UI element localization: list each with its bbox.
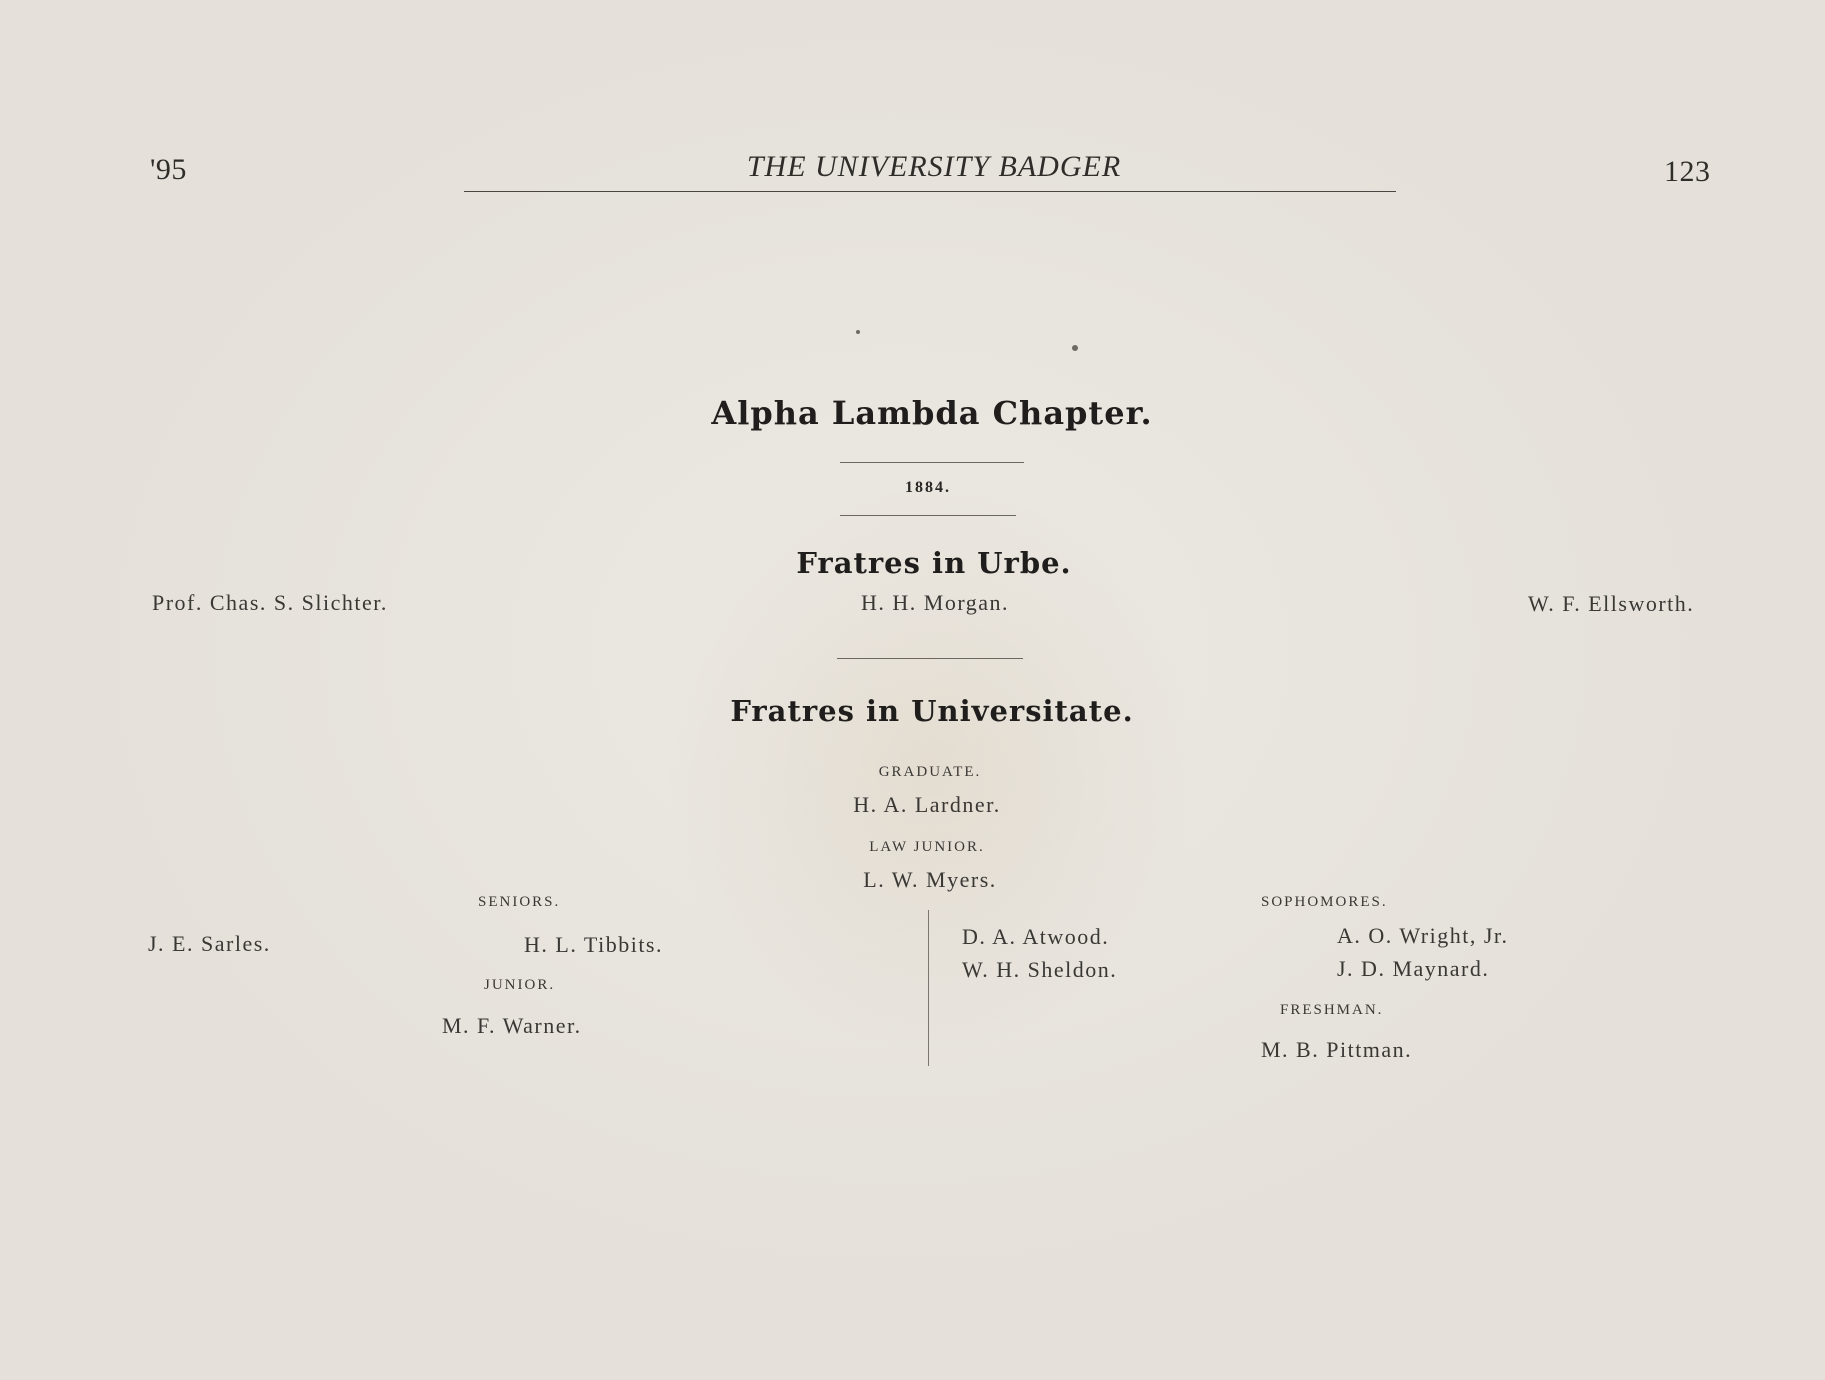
seniors-label: SENIORS. [478,894,561,910]
rule-above-year [840,462,1024,463]
header-rule [464,191,1396,192]
sophomores-label: SOPHOMORES. [1261,894,1388,910]
senior-name: J. E. Sarles. [148,931,271,956]
paper-speck [856,330,860,334]
header-year: '95 [150,153,187,186]
fratres-in-urbe-heading: Fratres in Urbe. [796,546,1072,580]
page-number: 123 [1664,155,1711,188]
sophomore-name: A. O. Wright, Jr. [1337,923,1509,948]
senior-name: H. L. Tibbits. [524,932,663,957]
junior-label: JUNIOR. [484,977,556,993]
junior-name: M. F. Warner. [442,1013,582,1038]
freshman-name: M. B. Pittman. [1261,1037,1413,1062]
urbe-name: Prof. Chas. S. Slichter. [152,590,388,615]
freshman-label: FRESHMAN. [1280,1002,1384,1018]
fratres-in-universitate-heading: Fratres in Universitate. [730,694,1134,728]
rule-below-year [840,515,1016,516]
sophomore-name: J. D. Maynard. [1337,956,1490,981]
paper-speck [1072,345,1078,351]
column-divider [928,910,929,1066]
urbe-name: W. F. Ellsworth. [1528,591,1695,616]
senior-name: D. A. Atwood. [962,924,1110,949]
law-junior-name: L. W. Myers. [863,867,997,892]
urbe-name: H. H. Morgan. [860,590,1010,615]
chapter-title: Alpha Lambda Chapter. [711,394,1153,432]
chapter-year: 1884. [905,479,951,496]
senior-name: W. H. Sheldon. [962,957,1118,982]
law-junior-label: LAW JUNIOR. [869,839,985,855]
graduate-name: H. A. Lardner. [853,792,1001,817]
graduate-label: GRADUATE. [878,764,982,780]
running-title: THE UNIVERSITY BADGER [746,150,1122,183]
section-divider [837,658,1023,659]
